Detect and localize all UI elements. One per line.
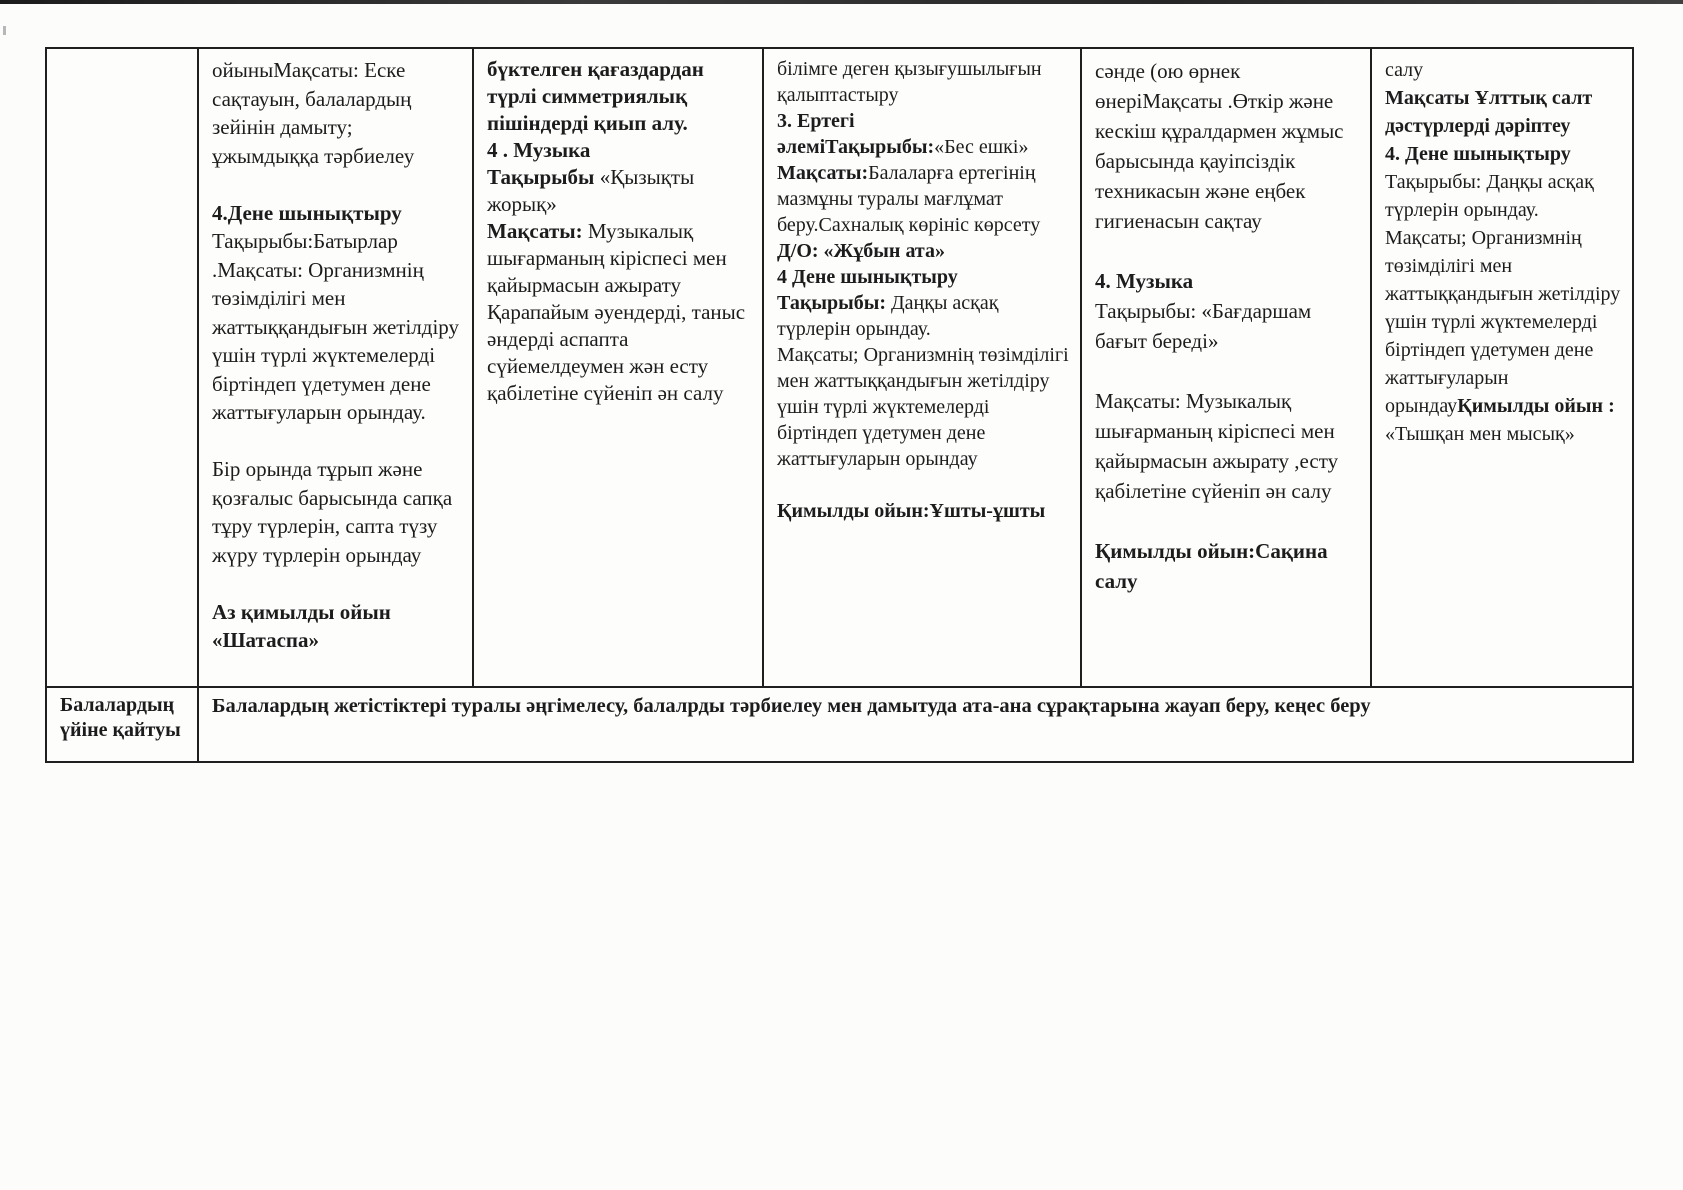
text-run: Музыкалық шығарманың кіріспесі мен қайырмасын ажырату Қарапайым әуендерді, таныс әндерді аспапта сүйемелдеумен жән есту қабілетіне сүйеніп ән салу (487, 219, 746, 405)
paragraph (1095, 386, 1360, 506)
paragraph (212, 455, 462, 569)
paragraph (212, 227, 462, 427)
paragraph (1385, 224, 1622, 448)
text-run: Даңқы асқақ түрлерін орындау. (777, 292, 999, 340)
bold-text-run: Аз қимылды ойын «Шатаспа» (212, 599, 391, 652)
text-run: «Тышқан мен мысық» (1385, 423, 1575, 445)
text-run: сәнде (ою өрнек өнеріМақсаты .Өткір және кескіш құралдармен жұмыс барысында қауіпсіздік техникасын және еңбек гигиенасын сақтау (1095, 59, 1344, 233)
bold-text-run: Д/О: «Жұбын ата» (777, 240, 945, 262)
bold-text-run: 4 Дене шынықтыру (777, 266, 958, 288)
scan-edge-artifact (0, 0, 1683, 4)
paragraph (1385, 56, 1622, 84)
bold-text-run: Балалардың жетістіктері туралы әңгімелесу, балалрды тәрбиелеу мен дамытуда ата-ана сұрақтарына жауап беру, кеңес беру (212, 695, 1371, 717)
paragraph (777, 472, 1070, 498)
text-run: Мақсаты; Организмнің төзімділігі мен жаттыққандығын жетілдіру үшін түрлі жүктемелерді біртіндеп үдетумен дене жаттығуларын орындау (1385, 227, 1621, 417)
bold-text-run: 4 . Музыка (487, 138, 591, 162)
paragraph (777, 498, 1070, 524)
text-run: ойыныМақсаты: Еске сақтауын, балалардың зейінін дамыту; ұжымдыққа тәрбиелеу (212, 58, 415, 168)
paragraph (1385, 168, 1622, 224)
text-run: Тақырыбы: «Бағдаршам бағыт береді» (1095, 299, 1312, 353)
paragraph (1385, 84, 1622, 140)
bold-text-run: Мақсаты: (777, 162, 869, 184)
bold-text-run: 4.Дене шынықтыру (212, 200, 402, 225)
bold-text-run: Қимылды ойын:Сақина салу (1095, 539, 1328, 593)
paragraph (777, 134, 1070, 160)
text-run: Балаларға ертегінің мазмұны туралы мағлұмат беру.Сахналық көрініс көрсету (777, 162, 1041, 236)
paragraph (777, 56, 1070, 108)
paragraph (1095, 56, 1360, 236)
bold-text-run: әлеміТақырыбы: (777, 136, 935, 158)
lesson-plan-table (45, 47, 1634, 763)
row-content-parent-consultation (199, 688, 1632, 761)
paragraph (487, 56, 752, 137)
bold-text-run: Тақырыбы (487, 165, 600, 189)
paragraph (1095, 296, 1360, 356)
bold-text-run: 4. Дене шынықтыру (1385, 143, 1571, 165)
bold-text-run: Балалардың үйіне қайтуы (60, 694, 181, 741)
text-run: Мақсаты: Музыкалық шығарманың кіріспесі мен қайырмасын ажырату ,есту қабілетіне сүйеніп ән салу (1095, 389, 1339, 503)
table-cell-row1-col2-day-plan (199, 49, 474, 688)
text-run: «Қызықты жорық» (487, 165, 695, 216)
table-cell-row1-col1-empty (47, 49, 199, 688)
paragraph (60, 693, 187, 743)
paragraph (212, 569, 462, 598)
table-cell-row1-col3-day-plan (474, 49, 764, 688)
bold-text-run: Қимылды ойын:Ұшты-ұшты (777, 500, 1046, 522)
bold-text-run: 3. Ертегі (777, 110, 855, 132)
paragraph (487, 164, 752, 218)
paragraph (1095, 506, 1360, 536)
text-run: білімге деген қызығушылығын қалыптастыру (777, 58, 1042, 106)
paragraph (212, 427, 462, 456)
text-run: Тақырыбы: Даңқы асқақ түрлерін орындау. (1385, 171, 1594, 221)
table-cell-row1-col6-day-plan (1372, 49, 1632, 688)
paragraph (212, 56, 462, 170)
paragraph (487, 137, 752, 164)
paragraph (777, 160, 1070, 238)
table-cell-row1-col5-day-plan (1082, 49, 1372, 688)
text-run: Бір орында тұрып және қозғалыс барысында сапқа тұру түрлерін, сапта түзу жүру түрлерін орындау (212, 457, 453, 567)
paragraph (212, 598, 462, 655)
paragraph (212, 693, 1622, 719)
paragraph (777, 238, 1070, 264)
paragraph (487, 218, 752, 407)
paragraph (1095, 536, 1360, 596)
paragraph (777, 342, 1070, 472)
paragraph (777, 108, 1070, 134)
text-run: салу (1385, 59, 1424, 81)
paragraph (777, 290, 1070, 342)
paragraph (1095, 236, 1360, 266)
paragraph (1385, 140, 1622, 168)
bold-text-run: Қимылды ойын : (1457, 395, 1615, 417)
row-label-children-going-home (47, 688, 199, 761)
paragraph (777, 264, 1070, 290)
bold-text-run: Мақсаты Ұлттық салт дәстүрлерді дәріптеу (1385, 87, 1593, 137)
text-run: «Бес ешкі» (934, 136, 1029, 158)
paragraph (212, 199, 462, 228)
bold-text-run: бүктелген қағаздардан түрлі симметриялық пішіндерді қиып алу. (487, 57, 704, 135)
paragraph (212, 170, 462, 199)
scan-speck-artifact (3, 26, 6, 35)
bold-text-run: 4. Музыка (1095, 269, 1194, 293)
text-run: Мақсаты; Организмнің төзімділігі мен жаттыққандығын жетілдіру үшін түрлі жүктемелерді біртіндеп үдетумен дене жаттығуларын орындау (777, 344, 1069, 470)
paragraph (1095, 266, 1360, 296)
table-cell-row1-col4-day-plan (764, 49, 1082, 688)
bold-text-run: Тақырыбы: (777, 292, 891, 314)
paragraph (1095, 356, 1360, 386)
bold-text-run: Мақсаты: (487, 219, 588, 243)
text-run: Тақырыбы:Батырлар .Мақсаты: Организмнің төзімділігі мен жаттыққандығын жетілдіру үшін түрлі жүктемелерді біртіндеп үдетумен дене жаттығуларын орындау. (212, 229, 460, 424)
